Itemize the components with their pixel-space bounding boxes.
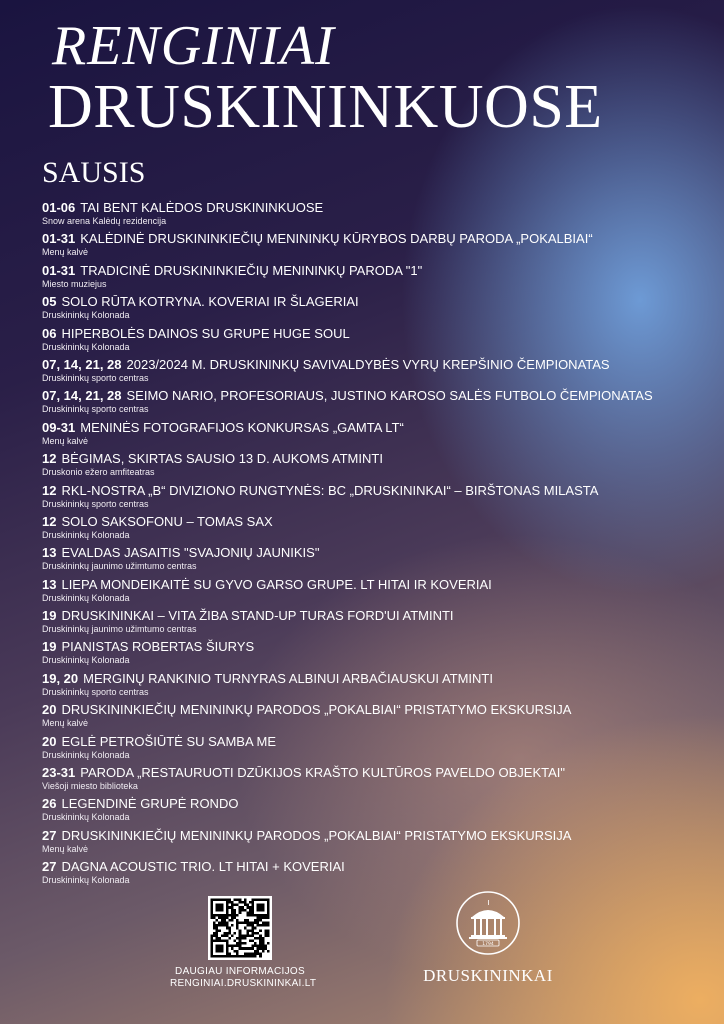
event-item	[42, 828, 702, 859]
event-title: DRUSKININKIEČIŲ MENININKŲ PARODOS „POKALBIAI“ PRISTATYMO EKSKURSIJA	[61, 702, 572, 718]
event-date: 27	[42, 859, 57, 875]
event-date: 20	[42, 733, 57, 749]
event-item	[42, 702, 702, 733]
event-title: BĖGIMAS, SKIRTAS SAUSIO 13 D. AUKOMS ATMINTI	[61, 451, 383, 467]
event-venue: Druskonio ežero amfiteatras	[42, 467, 155, 478]
more-info-block	[170, 896, 317, 990]
page-title-line1: RENGINIAI	[52, 15, 335, 77]
event-date: 01-31	[42, 231, 76, 247]
event-title: MERGINŲ RANKINIO TURNYRAS ALBINUI ARBAČIAUSKUI ATMINTI	[83, 670, 493, 686]
event-venue: Druskininkų sporto centras	[42, 686, 149, 697]
qr-code-icon[interactable]	[208, 896, 272, 960]
event-date: 09-31	[42, 419, 76, 435]
event-date: 05	[42, 294, 57, 310]
event-venue: Snow arena Kalėdų rezidencija	[42, 216, 167, 226]
event-item	[42, 796, 702, 827]
event-date: 19	[42, 639, 57, 655]
event-venue: Druskininkų Kolonada	[42, 812, 130, 823]
event-title: SEIMO NARIO, PROFESORIAUS, JUSTINO KAROSO SALĖS FUTBOLO ČEMPIONATAS	[126, 388, 653, 404]
event-item	[42, 200, 702, 231]
event-date: 23-31	[42, 765, 76, 781]
event-venue: Druskininkų Kolonada	[42, 529, 130, 540]
event-title: EGLĖ PETROŠIŪTĖ SU SAMBA ME	[61, 733, 277, 749]
event-item	[42, 483, 702, 514]
event-venue: Druskininkų sporto centras	[42, 404, 149, 415]
event-title: DAGNA ACOUSTIC TRIO. LT HITAI + KOVERIAI	[61, 859, 345, 875]
event-item	[42, 514, 702, 545]
event-date: 26	[42, 796, 57, 812]
event-item	[42, 294, 702, 325]
event-title: EVALDAS JASAITIS "SVAJONIŲ JAUNIKIS"	[61, 545, 320, 561]
event-venue: Druskininkų Kolonada	[42, 341, 130, 352]
event-date: 07, 14, 21, 28	[42, 356, 122, 372]
event-item	[42, 326, 702, 357]
event-venue: Menų kalvė	[42, 435, 89, 446]
event-title: 2023/2024 M. DRUSKININKŲ SAVIVALDYBĖS VYRŲ KREPŠINIO ČEMPIONATAS	[126, 356, 610, 372]
event-title: DRUSKININKAI – VITA ŽIBA STAND-UP TURAS FORD'UI ATMINTI	[61, 608, 454, 624]
event-title: LIEPA MONDEIKAITĖ SU GYVO GARSO GRUPE. LT HITAI IR KOVERIAI	[61, 576, 492, 592]
event-venue: Menų kalvė	[42, 843, 89, 854]
logo-wordmark: DRUSKININKAI	[423, 966, 553, 985]
event-date: 19, 20	[42, 670, 79, 686]
event-date: 19	[42, 608, 57, 624]
event-venue: Druskininkų sporto centras	[42, 498, 149, 509]
event-item	[42, 451, 702, 482]
event-item	[42, 639, 702, 670]
rotunda-icon	[455, 890, 521, 956]
website-link[interactable]: RENGINIAI.DRUSKININKAI.LT	[170, 978, 317, 989]
month-heading: SAUSIS	[42, 156, 146, 189]
event-title: LEGENDINĖ GRUPĖ RONDO	[61, 796, 239, 812]
event-venue: Menų kalvė	[42, 247, 89, 258]
page-title-line2: DRUSKININKUOSE	[48, 73, 603, 141]
event-venue: Druskininkų jaunimo užimtumo centras	[42, 624, 197, 635]
event-item	[42, 734, 702, 765]
event-date: 06	[42, 325, 57, 341]
event-item	[42, 263, 702, 294]
event-venue: Druskininkų Kolonada	[42, 875, 130, 886]
logo-year: 1794	[482, 942, 494, 947]
event-venue: Miesto muziejus	[42, 278, 107, 289]
event-item	[42, 545, 702, 576]
event-venue: Druskininkų sporto centras	[42, 372, 149, 383]
event-date: 12	[42, 482, 57, 498]
event-item	[42, 859, 702, 890]
event-date: 12	[42, 451, 57, 467]
event-date: 13	[42, 545, 57, 561]
more-info-label: DAUGIAU INFORMACIJOS	[175, 966, 305, 977]
event-item	[42, 420, 702, 451]
event-item	[42, 765, 702, 796]
event-title: PIANISTAS ROBERTAS ŠIURYS	[61, 639, 255, 655]
event-date: 01-06	[42, 200, 76, 215]
event-title: HIPERBOLĖS DAINOS SU GRUPE HUGE SOUL	[61, 325, 350, 341]
event-title: TAI BENT KALĖDOS DRUSKININKUOSE	[80, 200, 324, 215]
event-venue: Druskininkų Kolonada	[42, 310, 130, 321]
event-title: TRADICINĖ DRUSKININKIEČIŲ MENININKŲ PARODA "1"	[80, 262, 423, 278]
event-item	[42, 231, 702, 262]
event-date: 01-31	[42, 262, 76, 278]
event-date: 13	[42, 576, 57, 592]
event-venue: Druskininkų Kolonada	[42, 749, 130, 760]
event-date: 12	[42, 513, 57, 529]
event-venue: Menų kalvė	[42, 718, 89, 729]
event-venue: Viešoji miesto biblioteka	[42, 781, 138, 792]
event-item	[42, 357, 702, 388]
event-venue: Druskininkų Kolonada	[42, 592, 130, 603]
event-item	[42, 671, 702, 702]
event-item	[42, 577, 702, 608]
druskininkai-logo	[418, 890, 558, 986]
event-title: DRUSKININKIEČIŲ MENININKŲ PARODOS „POKALBIAI“ PRISTATYMO EKSKURSIJA	[61, 827, 572, 843]
event-title: PARODA „RESTAURUOTI DZŪKIJOS KRAŠTO KULTŪROS PAVELDO OBJEKTAI"	[80, 765, 565, 781]
event-venue: Druskininkų jaunimo užimtumo centras	[42, 561, 197, 572]
event-title: KALĖDINĖ DRUSKININKIEČIŲ MENININKŲ KŪRYBOS DARBŲ PARODA „POKALBIAI“	[80, 231, 593, 247]
event-title: RKL-NOSTRA „B“ DIVIZIONO RUNGTYNĖS: BC „DRUSKININKAI“ – BIRŠTONAS MILASTA	[61, 482, 599, 498]
event-date: 07, 14, 21, 28	[42, 388, 122, 404]
event-item	[42, 608, 702, 639]
event-venue: Druskininkų Kolonada	[42, 655, 130, 666]
event-title: SOLO SAKSOFONU – TOMAS SAX	[61, 513, 273, 529]
event-title: MENINĖS FOTOGRAFIJOS KONKURSAS „GAMTA LT“	[80, 419, 404, 435]
event-item	[42, 388, 702, 419]
event-date: 27	[42, 827, 57, 843]
events-list	[42, 200, 702, 891]
event-title: SOLO RŪTA KOTRYNA. KOVERIAI IR ŠLAGERIAI	[61, 294, 359, 310]
event-date: 20	[42, 702, 57, 718]
